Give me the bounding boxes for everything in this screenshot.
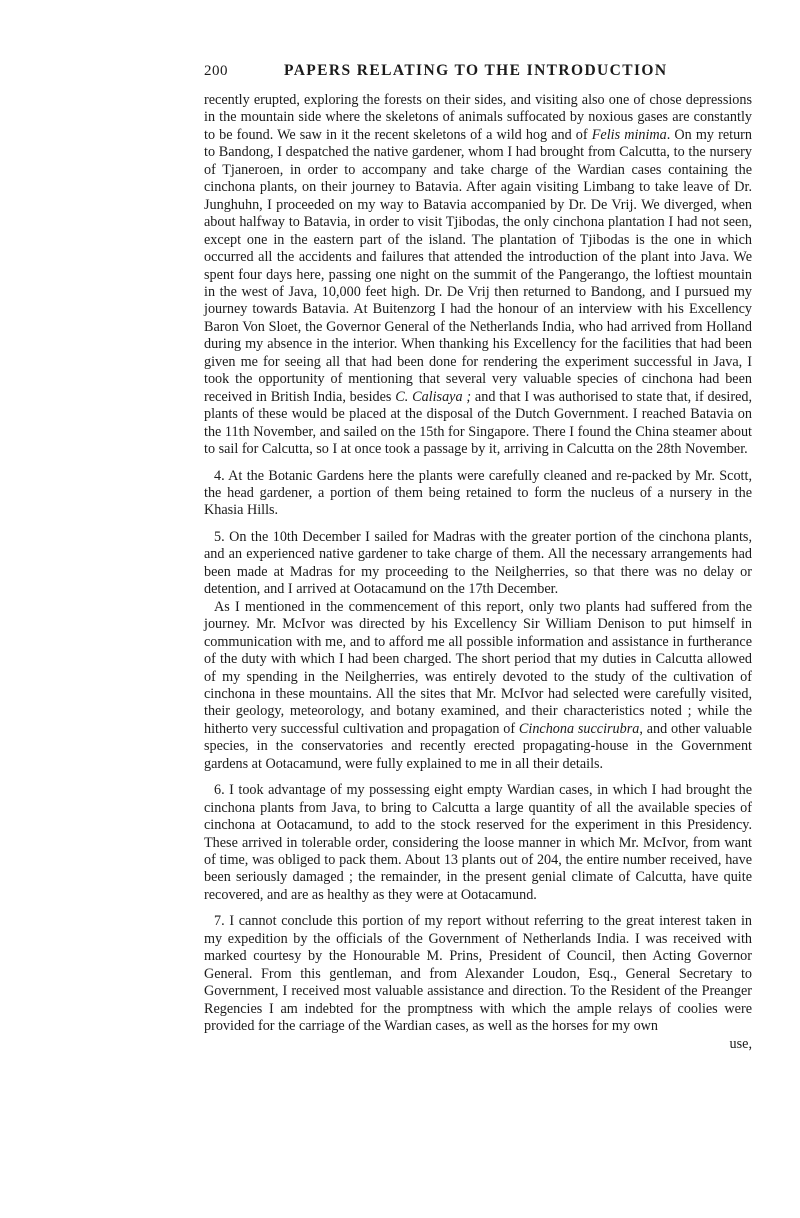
- text-run: 4. At the Botanic Gardens here the plants were carefully cleaned and re-packed by Mr. Scott, the head gardener, a portion of them being retained to form the nucleus of a nursery in the Khasia Hills.: [204, 467, 752, 519]
- italic-term: Cinchona succirubra: [518, 720, 640, 737]
- running-title: PAPERS RELATING TO THE INTRODUCTION: [284, 62, 668, 79]
- paragraph-5: [204, 529, 752, 599]
- text-run: and that I was authorised to state that, if desired, plants of these would be placed at the disposal of the Dutch Government. I reached Batavia on the 11th November, and sailed on the 15th for Singapore. There I found the China steamer about to sail for Calcutta, so I at once took a passage by it, arriving in Calcutta on the 28th November.: [204, 388, 753, 458]
- italic-term: Felis minima: [591, 126, 667, 143]
- text-run: 5. On the 10th December I sailed for Madras with the greater portion of the cinchona plants, and an experienced native gardener to take charge of them. All the necessary arrangements had been made at Madras for my proceeding to the Neilgherries, so that there was no delay or detention, and I arrived at Ootacamund on the 17th December.: [204, 528, 752, 598]
- paragraph-7: [204, 913, 752, 1035]
- text-run: 7. I cannot conclude this portion of my report without referring to the great interest taken in my expedition by the officials of the Government of Netherlands India. I was received with marked courtesy by the Honourable M. Prins, President of Council, then Acting Governor General. From this gentleman, and from Alexander Loudon, Esq., General Secretary to Government, I received most valuable assistance and direction. To the Resident of the Preanger Regencies I am indebted for the promptness with which the ample relays of coolies were provided for the carriage of the Wardian cases, as well as the horses for my own: [204, 913, 752, 1035]
- book-page: [204, 62, 752, 1053]
- paragraph-continued: [204, 92, 752, 459]
- italic-term: C. Calisaya ;: [395, 388, 472, 405]
- text-run: , and other valuable species, in the conservatories and recently erected propagating-house in the Government gardens at Ootacamund, were fully explained to me in all their details.: [204, 720, 752, 772]
- text-run: recently erupted, exploring the forests on their sides, and visiting also one of chose depressions in the mountain side where the skeletons of animals suffocated by noxious gases are constantly to be found. We saw in it the recent skeletons of a wild hog and of: [204, 92, 752, 143]
- body-text: [204, 92, 752, 1036]
- running-head: [204, 62, 752, 92]
- text-run: As I mentioned in the commencement of this report, only two plants had suffered from the journey. Mr. McIvor was directed by his Excellency Sir William Denison to put himself in communication with me, and to afford me all possible information and assistance in furtherance of the duty with which I had been charged. The short period that my duties in Calcutta allowed of my spending in the Neilgherries, was entirely devoted to the study of the cultivation of cinchona in these mountains. All the sites that Mr. McIvor had selected were carefully visited, their geology, meteorology, and botany examined, and their characteristics noted ; while the hitherto very successful cultivation and propagation of: [204, 598, 752, 737]
- page-number: 200: [204, 63, 228, 79]
- catchword: use,: [729, 1035, 752, 1052]
- text-run: . On my return to Bandong, I despatched the native gardener, whom I had brought from Calcutta, to the nursery of Tjaneroen, in order to accompany and take charge of the Wardian cases containing the cinchona plants, on their journey to Batavia. After again visiting Limbang to take leave of Dr. Junghuhn, I proceeded on my way to Batavia accompanied by Dr. De Vrij. We diverged, when about halfway to Batavia, in order to visit Tjibodas, the only cinchona plantation I had not seen, except one in the eastern part of the island. The plantation of Tjibodas is the one in which occurred all the accidents and failures that attended the introduction of the plant into Java. We spent four days here, passing one night on the summit of the Pangerango, the loftiest mountain in the west of Java, 10,000 feet high. Dr. De Vrij then returned to Bandong, and I pursued my journey towards Batavia. At Buitenzorg I had the honour of an interview with his Excellency Baron Von Sloet, the Governor General of the Netherlands India, who had arrived from Holland during my absence in the interior. When thanking his Excellency for the facilities that had been given me for seeing all that had been done for rendering the experiment successful in Java, I took the opportunity of mentioning that several very valuable species of cinchona had been received in British India, besides: [204, 126, 752, 405]
- paragraph-4: [204, 468, 752, 520]
- text-run: 6. I took advantage of my possessing eight empty Wardian cases, in which I had brought the cinchona plants from Java, to bring to Calcutta a large quantity of all the available species of cinchona at Ootacamund, to add to the stock reserved for the experiment in this Presidency. These arrived in tolerable order, considering the loose manner in which Mr. McIvor, from want of time, was obliged to pack them. About 13 plants out of 204, the entire number received, have been seriously damaged ; the remainder, in the present genial climate of Calcutta, have quite recovered, and are as healthy as they were at Ootacamund.: [204, 782, 752, 903]
- paragraph-6: [204, 782, 752, 904]
- paragraph-5-continued: [204, 599, 752, 774]
